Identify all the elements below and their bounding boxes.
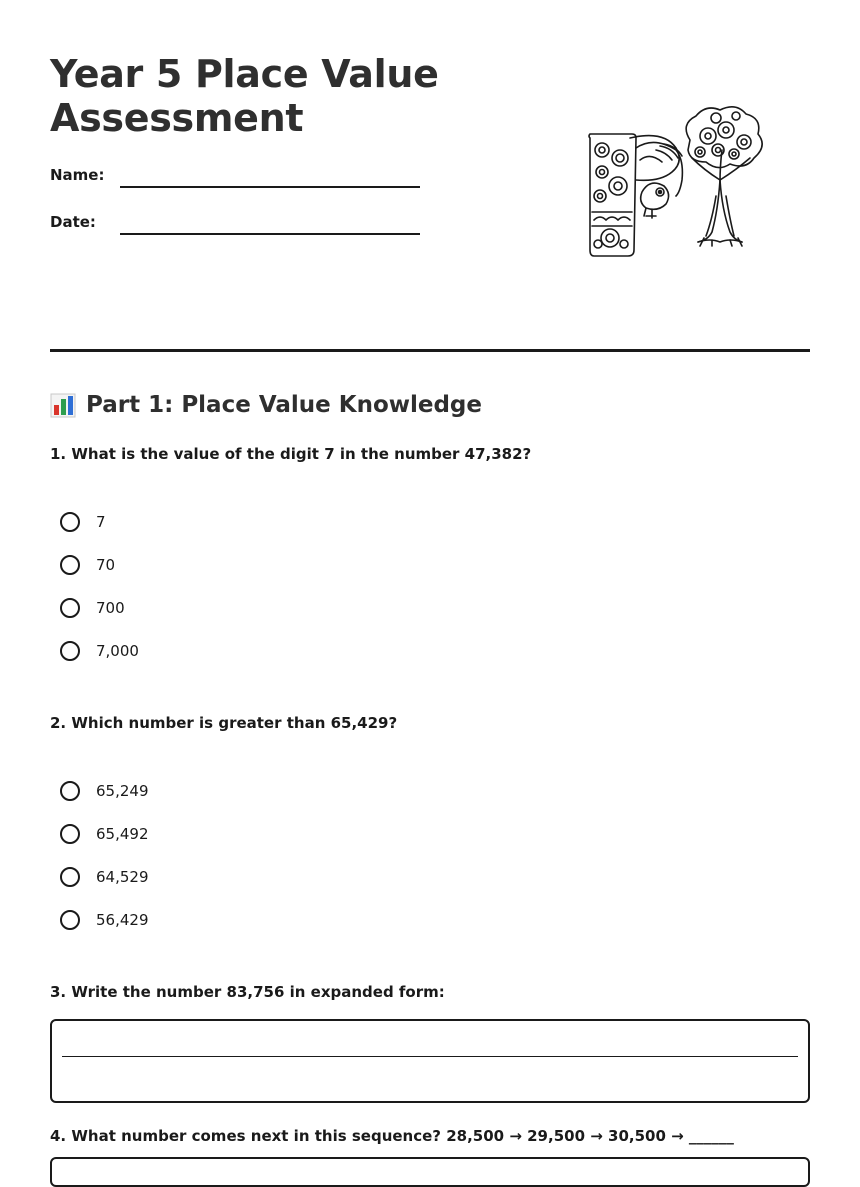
q2-option-3[interactable]: [60, 864, 149, 890]
answer-box-q4[interactable]: [50, 1157, 810, 1187]
page-title: Year 5 Place Value Assessment: [50, 52, 439, 140]
answer-line: [62, 1056, 798, 1057]
answer-box-q3[interactable]: [50, 1019, 810, 1103]
radio-button[interactable]: [60, 781, 80, 801]
header-divider: [50, 349, 810, 352]
name-field: [50, 166, 422, 190]
question-4-text: 4. What number comes next in this sequence? 28,500 → 29,500 → 30,500 → ______: [50, 1127, 734, 1145]
question-1-text: 1. What is the value of the digit 7 in the number 47,382?: [50, 445, 532, 463]
q1-option-4[interactable]: [60, 638, 139, 664]
bar-chart-icon: [50, 392, 76, 418]
option-label: 56,429: [96, 911, 149, 929]
question-2-text: 2. Which number is greater than 65,429?: [50, 714, 398, 732]
q2-option-4[interactable]: [60, 907, 149, 933]
q1-option-1[interactable]: [60, 509, 106, 535]
radio-button[interactable]: [60, 598, 80, 618]
option-label: 7,000: [96, 642, 139, 660]
option-label: 65,492: [96, 825, 149, 843]
name-label: Name:: [50, 166, 105, 184]
option-label: 65,249: [96, 782, 149, 800]
section-heading-part1: [50, 388, 482, 422]
pt-logo-icon: [580, 100, 780, 265]
radio-button[interactable]: [60, 555, 80, 575]
q2-option-2[interactable]: [60, 821, 149, 847]
date-input-line[interactable]: [120, 233, 420, 235]
option-label: 64,529: [96, 868, 149, 886]
q1-option-2[interactable]: [60, 552, 115, 578]
option-label: 7: [96, 513, 106, 531]
radio-button[interactable]: [60, 867, 80, 887]
name-input-line[interactable]: [120, 186, 420, 188]
option-label: 700: [96, 599, 125, 617]
date-field: [50, 213, 422, 237]
section-heading-text: Part 1: Place Value Knowledge: [86, 392, 482, 418]
question-3-text: 3. Write the number 83,756 in expanded form:: [50, 983, 445, 1001]
date-label: Date:: [50, 213, 96, 231]
q1-option-3[interactable]: [60, 595, 125, 621]
radio-button[interactable]: [60, 824, 80, 844]
q2-option-1[interactable]: [60, 778, 149, 804]
option-label: 70: [96, 556, 116, 574]
radio-button[interactable]: [60, 512, 80, 532]
radio-button[interactable]: [60, 910, 80, 930]
radio-button[interactable]: [60, 641, 80, 661]
